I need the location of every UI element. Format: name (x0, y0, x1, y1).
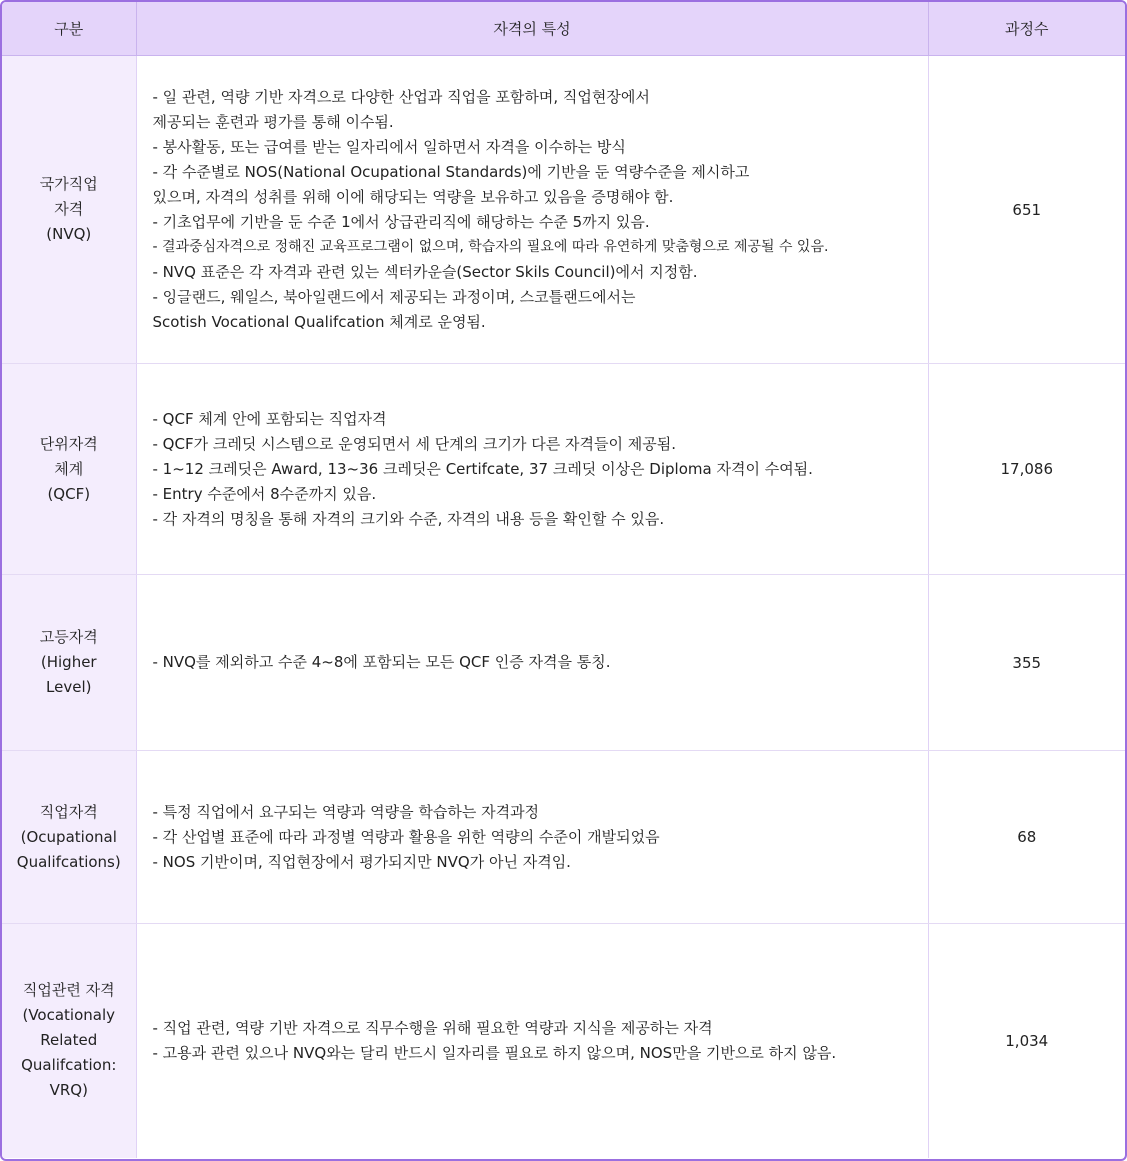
category-line: (QCF) (47, 484, 91, 503)
row-category (2, 364, 136, 575)
category-line: (Ocupational (20, 827, 117, 846)
category-line: 체계 (54, 459, 84, 478)
category-line: 단위자격 (39, 434, 98, 453)
row-description (136, 751, 928, 924)
row-category (2, 575, 136, 751)
description-line: 제공되는 훈련과 평가를 통해 이수됨. (152, 112, 394, 131)
description-line: - 1~12 크레딧은 Award, 13~36 크레딧은 Certifcate, 37 크레딧 이상은 Diploma 자격이 수여됨. (152, 459, 813, 478)
category-line: (Vocationaly (22, 1006, 116, 1025)
description-line: - Entry 수준에서 8수준까지 있음. (152, 484, 377, 503)
category-line: Qualifcations) (16, 852, 121, 871)
row-description (136, 924, 928, 1158)
category-line: (NVQ) (46, 225, 92, 243)
description-line: - QCF 체계 안에 포함되는 직업자격 (152, 409, 387, 428)
category-line: (Higher (40, 653, 97, 671)
description-line: - NVQ를 제외하고 수준 4~8에 포함되는 모든 QCF 인증 자격을 통칭. (152, 653, 611, 671)
row-category (2, 56, 136, 364)
category-line: 고등자격 (39, 628, 98, 646)
description-line: Scotish Vocational Qualifcation 체계로 운영됨. (152, 312, 486, 331)
table-row (2, 751, 1125, 924)
description-line: - 각 자격의 명칭을 통해 자격의 크기와 수준, 자격의 내용 등을 확인할 수 있음. (152, 509, 665, 528)
row-category (2, 751, 136, 924)
description-line: - 봉사활동, 또는 급여를 받는 일자리에서 일하면서 자격을 이수하는 방식 (152, 137, 626, 156)
description-line: - QCF가 크레딧 시스템으로 운영되면서 세 단계의 크기가 다른 자격들이 제공됨. (152, 434, 676, 453)
row-category (2, 924, 136, 1158)
row-description (136, 364, 928, 575)
description-line: - 특정 직업에서 요구되는 역량과 역량을 학습하는 자격과정 (152, 802, 540, 821)
qualification-table (2, 2, 1125, 1158)
description-line: - 잉글랜드, 웨일스, 북아일랜드에서 제공되는 과정이며, 스코틀랜드에서는 (152, 287, 636, 306)
category-line: Related (40, 1031, 98, 1050)
header-course-count: 과정수 (928, 2, 1125, 56)
description-line: - 각 산업별 표준에 따라 과정별 역량과 활용을 위한 역량의 수준이 개발되었음 (152, 827, 660, 846)
table-row (2, 575, 1125, 751)
row-count: 355 (928, 575, 1125, 751)
row-count: 17,086 (928, 364, 1125, 575)
row-description (136, 575, 928, 751)
description-line: - 각 수준별로 NOS(National Ocupational Standards)에 기반을 둔 역량수준을 제시하고 (152, 162, 750, 181)
description-line: - 직업 관련, 역량 기반 자격으로 직무수행을 위해 필요한 역량과 지식을 제공하는 자격 (152, 1018, 713, 1037)
category-line: 직업자격 (39, 802, 98, 821)
description-line: - 결과중심자격으로 정해진 교육프로그램이 없으며, 학습자의 필요에 따라 유연하게 맞춤형으로 제공될 수 있음. (152, 238, 829, 255)
description-line: - 기초업무에 기반을 둔 수준 1에서 상급관리직에 해당하는 수준 5까지 있음. (152, 212, 650, 231)
description-line: - 고용과 관련 있으나 NVQ와는 달리 반드시 일자리를 필요로 하지 않으며, NOS만을 기반으로 하지 않음. (152, 1043, 837, 1062)
description-line: - NVQ 표준은 각 자격과 관련 있는 섹터카운슬(Sector Skils Council)에서 지정함. (152, 262, 698, 281)
table-row (2, 364, 1125, 575)
table-row (2, 56, 1125, 364)
description-line: - 일 관련, 역량 기반 자격으로 다양한 산업과 직업을 포함하며, 직업현장에서 (152, 87, 650, 106)
header-characteristics: 자격의 특성 (136, 2, 928, 56)
category-line: 자격 (54, 200, 84, 218)
row-description (136, 56, 928, 364)
description-line: 있으며, 자격의 성취를 위해 이에 해당되는 역량을 보유하고 있음을 증명해야 함. (152, 187, 674, 206)
category-line: 직업관련 자격 (22, 981, 115, 1000)
header-category: 구분 (2, 2, 136, 56)
table-row (2, 924, 1125, 1158)
header-row (2, 2, 1125, 56)
row-count: 1,034 (1005, 1031, 1049, 1050)
category-line: 국가직업 (39, 175, 98, 193)
category-line: VRQ) (49, 1081, 88, 1100)
row-count: 651 (928, 56, 1125, 364)
row-count: 68 (928, 751, 1125, 924)
category-line: Qualifcation: (21, 1056, 117, 1075)
category-line: Level) (46, 678, 92, 696)
description-line: - NOS 기반이며, 직업현장에서 평가되지만 NVQ가 아닌 자격임. (152, 852, 571, 871)
